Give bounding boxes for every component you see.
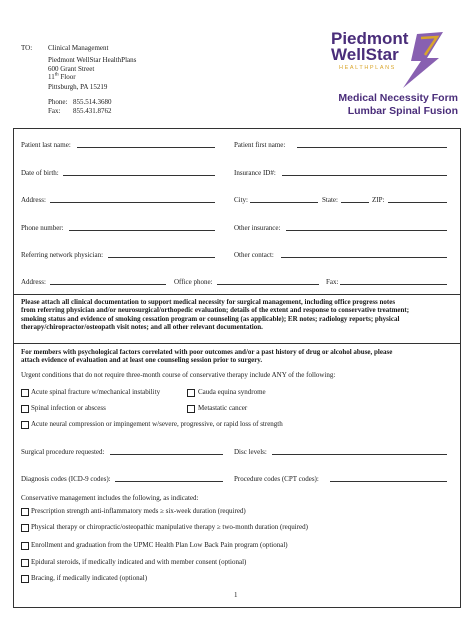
patient-last-name-input[interactable] (77, 147, 215, 148)
form-title: Medical Necessity Form Lumbar Spinal Fusion (338, 92, 458, 117)
referring-physician-label: Referring network physician: (21, 251, 104, 259)
physical-therapy-label: Physical therapy or chiropractic/osteopathic manipulative therapy ≥ two-month duration (required) (31, 523, 308, 531)
fax-label: Fax: (48, 106, 61, 115)
low-back-pain-program-label: Enrollment and graduation from the UPMC Health Plan Low Back Pain program (optional) (31, 541, 288, 549)
anti-inflammatory-checkbox[interactable] (21, 508, 29, 516)
physician-fax-input[interactable] (340, 284, 447, 285)
phone-row (48, 98, 136, 107)
procedure-codes-input[interactable] (330, 481, 447, 482)
physician-address-label: Address: (21, 278, 46, 286)
disc-levels-label: Disc levels: (234, 448, 267, 456)
to-label: TO: (21, 44, 33, 52)
address-floor: 11th Floor (48, 72, 76, 81)
phone-value: 855.514.3680 (73, 98, 112, 106)
diagnosis-codes-label: Diagnosis codes (ICD-9 codes): (21, 475, 111, 483)
logo-subtitle: HEALTHPLANS (339, 65, 396, 71)
page-number: 1 (234, 591, 238, 599)
zip-label: ZIP: (372, 196, 385, 204)
state-input[interactable] (341, 202, 369, 203)
acute-fracture-checkbox[interactable] (21, 389, 29, 397)
city-input[interactable] (250, 202, 318, 203)
address-line: Pittsburgh, PA 15219 (48, 82, 108, 91)
physician-fax-label: Fax: (326, 278, 339, 286)
urgent-intro: Urgent conditions that do not require three-month course of conservative therapy include ANY of the following: (21, 371, 336, 379)
date-of-birth-label: Date of birth: (21, 169, 59, 177)
documentation-notice: Please attach all clinical documentation to support medical necessity for surgical management, including office progress notes from referring physician and/or neurosurgical/orthopedic evaluation; details of the extent and response to conservative treatment; smoking status and evidence of smoking cessation program or counseling (as applicable); ER notes; radiology reports; physical therapy/chiropractor/osteopath visit notes; and all other relevant documentation. (21, 298, 410, 332)
phone-label: Phone: (48, 98, 68, 106)
metastatic-cancer-checkbox[interactable] (187, 405, 195, 413)
recipient-address (48, 44, 136, 115)
logo-wordmark: Piedmont WellStar (331, 29, 409, 64)
cauda-equina-checkbox[interactable] (187, 389, 195, 397)
piedmont-wellstar-logo (325, 28, 450, 88)
metastatic-cancer-label: Metastatic cancer (198, 404, 248, 412)
spinal-infection-checkbox[interactable] (21, 405, 29, 413)
cauda-equina-label: Cauda equina syndrome (198, 388, 266, 396)
conservative-intro: Conservative management includes the following, as indicated: (21, 494, 199, 502)
phone-number-input[interactable] (69, 230, 215, 231)
date-of-birth-input[interactable] (63, 175, 215, 176)
address-line: Clinical Management (48, 44, 109, 52)
address-input[interactable] (50, 202, 215, 203)
fax-row (48, 107, 136, 116)
referring-physician-input[interactable] (108, 257, 215, 258)
zip-input[interactable] (388, 202, 447, 203)
other-insurance-input[interactable] (286, 230, 447, 231)
address-line: 600 Grant Street (48, 64, 95, 73)
physical-therapy-checkbox[interactable] (21, 524, 29, 532)
epidural-steroids-checkbox[interactable] (21, 559, 29, 567)
spinal-infection-label: Spinal infection or abscess (31, 404, 106, 412)
fax-value: 855.431.8762 (73, 106, 112, 115)
neural-compression-label: Acute neural compression or impingement w/severe, progressive, or rapid loss of strength (31, 420, 283, 428)
anti-inflammatory-label: Prescription strength anti-inflammatory meds ≥ six-week duration (required) (31, 507, 246, 515)
epidural-steroids-label: Epidural steroids, if medically indicated and with member consent (optional) (31, 558, 247, 566)
surgical-procedure-label: Surgical procedure requested: (21, 448, 105, 456)
insurance-id-input[interactable] (282, 175, 447, 176)
patient-last-name-label: Patient last name: (21, 141, 71, 149)
other-insurance-label: Other insurance: (234, 224, 281, 232)
physician-address-input[interactable] (50, 284, 166, 285)
low-back-pain-program-checkbox[interactable] (21, 542, 29, 550)
office-phone-input[interactable] (217, 284, 319, 285)
neural-compression-checkbox[interactable] (21, 421, 29, 429)
state-label: State: (322, 196, 338, 204)
patient-first-name-input[interactable] (297, 147, 447, 148)
office-phone-label: Office phone: (174, 278, 213, 286)
other-contact-label: Other contact: (234, 251, 274, 259)
disc-levels-input[interactable] (272, 454, 447, 455)
phone-number-label: Phone number: (21, 224, 64, 232)
procedure-codes-label: Procedure codes (CPT codes): (234, 475, 319, 483)
acute-fracture-label: Acute spinal fracture w/mechanical instability (31, 388, 161, 396)
psych-notice: For members with psychological factors correlated with poor outcomes and/or a past history of drug or alcohol abuse, please attach evidence of evaluation and at least one counseling session prior to surgery. (21, 348, 393, 365)
address-line: Piedmont WellStar HealthPlans (48, 56, 137, 64)
patient-first-name-label: Patient first name: (234, 141, 286, 149)
insurance-id-label: Insurance ID#: (234, 169, 276, 177)
address-label: Address: (21, 196, 46, 204)
diagnosis-codes-input[interactable] (115, 481, 223, 482)
city-label: City: (234, 196, 249, 204)
bracing-label: Bracing, if medically indicated (optional) (31, 574, 148, 582)
bracing-checkbox[interactable] (21, 575, 29, 583)
other-contact-input[interactable] (281, 257, 447, 258)
surgical-procedure-input[interactable] (110, 454, 223, 455)
